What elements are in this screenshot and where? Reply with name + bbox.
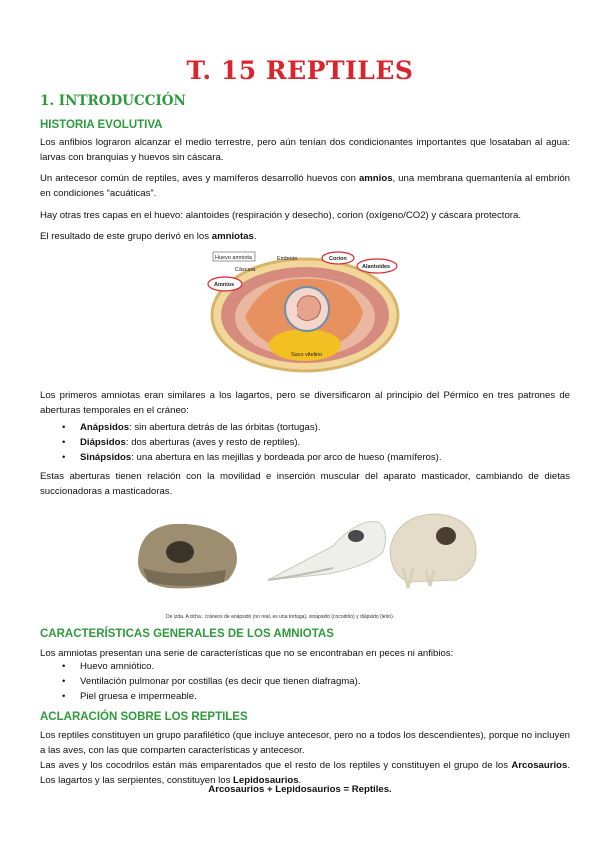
paragraph: Los primeros amniotas eran similares a los lagartos, pero se diversificaron al principio del Pérmico en tres patrones de aberturas temporales en el cráneo: [40,390,570,416]
label-embrion: Embrión [277,256,298,262]
paragraph: Los anfibios lograron alcanzar el medio terrestre, pero aún tenían dos condicionantes importantes que losataban al agua: larvas con branquias y huevos sin cáscara. [40,137,570,163]
list-item: • Diápsidos: dos aberturas (aves y resto de reptiles). [62,437,301,448]
list-item: • Huevo amniótico. [62,661,155,672]
page-title: T. 15 REPTILES [186,56,414,85]
list-item: • Sinápsidos: una abertura en las mejillas y bordeada por arco de hueso (mamíferos). [62,452,442,463]
label-cascara: Cáscara [235,267,256,273]
subheading-amniotas: CARACTERÍSTICAS GENERALES DE LOS AMNIOTAS [40,628,334,640]
amniota-features-list [40,659,361,704]
section-heading: 1. INTRODUCCIÓN [40,93,186,109]
paragraph: Los reptiles constituyen un grupo parafilético (que incluye antecesor, pero no a todos los descendientes), porque no incluyen a las aves, con las que comparten características y antecesor. [40,730,570,756]
label-saco-vitelino: Saco vitelino [291,352,323,358]
formula: Arcosaurios + Lepidosaurios = Reptiles. [208,784,392,795]
skulls-figure [128,508,488,604]
subheading-aclaracion: ACLARACIÓN SOBRE LOS REPTILES [40,711,248,723]
paragraph: El resultado de este grupo derivó en los amniotas. [40,231,257,242]
paragraph: Las aves y los cocodrilos están más emparentados que el resto de los reptiles y constituyen el grupo de los Arcosaurios. Los lagartos y las serpientes, constituyen los Lepidosaurios. [40,760,570,786]
list-item: • Ventilación pulmonar por costillas (es decir que tienen diafragma). [62,676,361,687]
label-corion: Corion [329,256,347,262]
paragraph: Los amniotas presentan una serie de características que no se encontraban en peces ni anfibios: [40,648,454,659]
subheading-historia: HISTORIA EVOLUTIVA [40,119,163,131]
turtle-skull-image [138,524,237,589]
paragraph: Estas aberturas tienen relación con la movilidad e inserción muscular del aparato masticador, cambiando de dietas succionadoras a masticadoras. [40,471,570,497]
label-amnios: Amnios [214,282,235,288]
amniotic-egg-diagram [205,247,400,374]
list-item: • Piel gruesa e impermeable. [62,691,197,702]
paragraph: Un antecesor común de reptiles, aves y mamíferos desarrolló huevos con amnios, una membrana quemantenía al embrión en condiciones “acuáticas”. [40,173,570,199]
crocodile-skull-image [268,522,386,581]
skull-types-list [40,420,442,465]
lion-skull-image [390,514,476,588]
label-alantoides: Alantoides [362,264,391,270]
skulls-caption: De izda. A dcha.: cráneos de anápsido (no real, es una tortuga), sinápsido (cocodrilo) y diápsido (león). [166,614,395,620]
label-huevo-amniota: Huevo amniota [215,255,252,261]
paragraph: Hay otras tres capas en el huevo: alantoides (respiración y desecho), corion (oxígeno/CO2) y cáscara protectora. [40,210,521,221]
list-item: • Anápsidos: sin abertura detrás de las órbitas (tortugas). [62,422,321,433]
